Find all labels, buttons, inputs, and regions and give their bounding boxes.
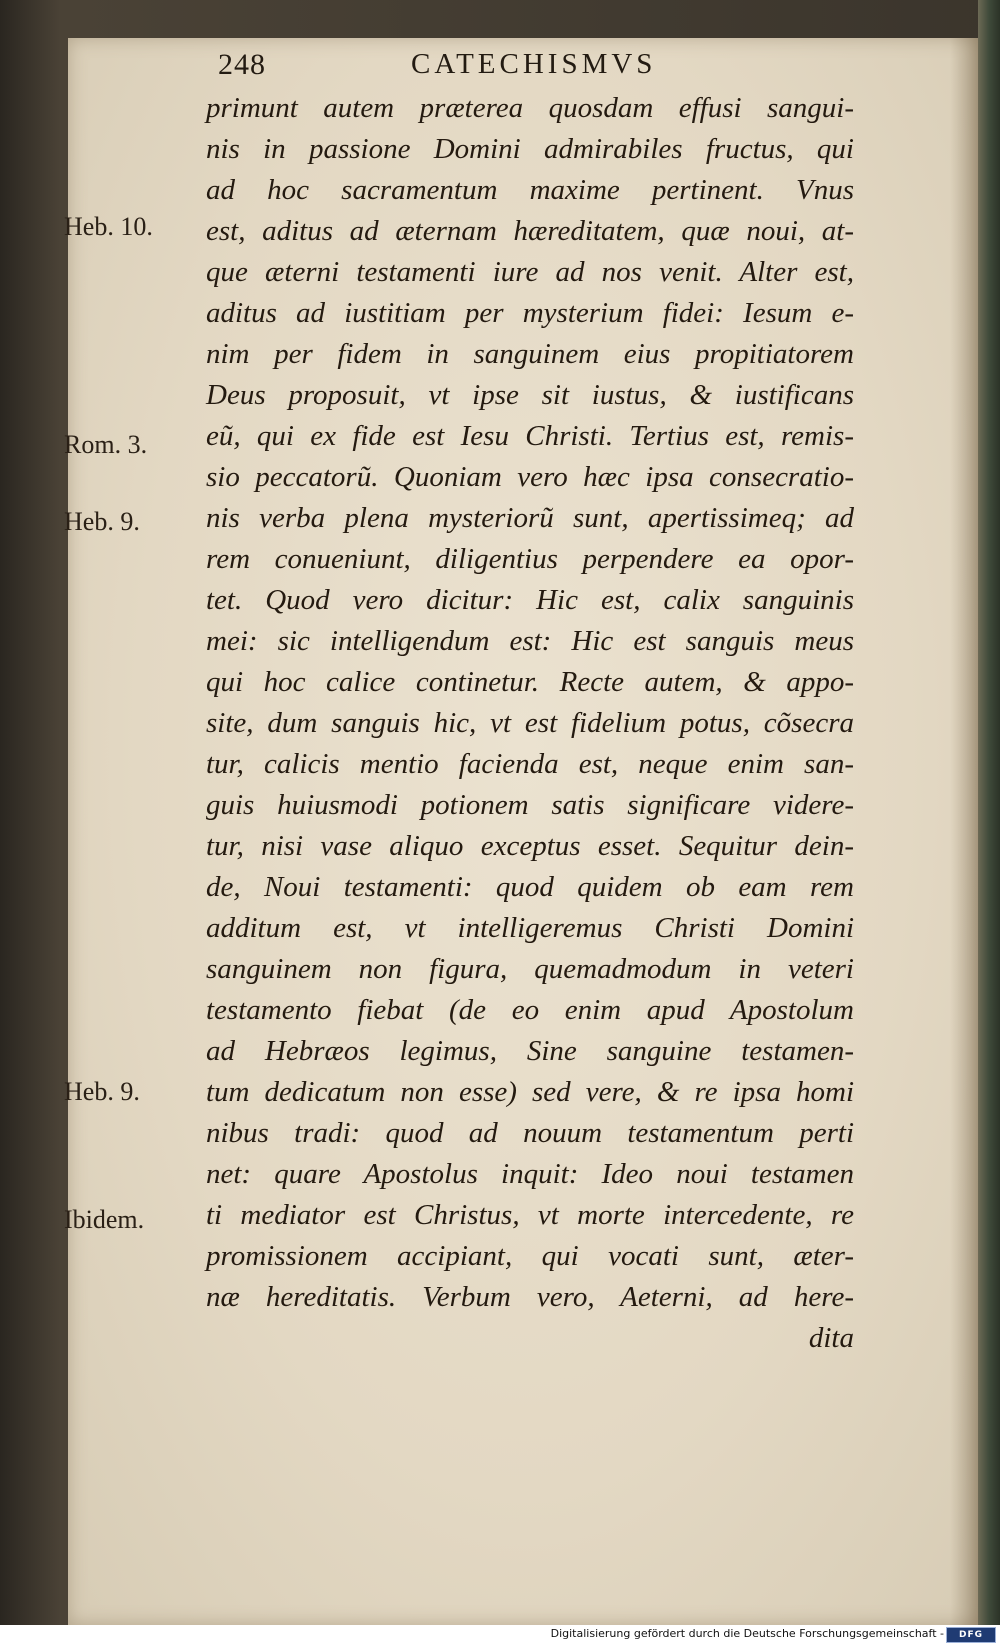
body-text xyxy=(206,88,854,1359)
marginal-note: Heb. 9. xyxy=(64,507,140,536)
text-line: ti mediator est Christus, vt morte intercedente, re xyxy=(206,1199,854,1231)
text-line: eũ, qui ex fide est Iesu Christi. Tertius est, remis- xyxy=(206,420,854,452)
text-line: tet. Quod vero dicitur: Hic est, calix sanguinis xyxy=(206,584,854,616)
book-binding-edge xyxy=(978,0,1000,1625)
text-line: de, Noui testamenti: quod quidem ob eam rem xyxy=(206,871,854,903)
page-shadow xyxy=(950,38,978,1625)
text-line: ad Hebræos legimus, Sine sanguine testamen- xyxy=(206,1035,854,1067)
text-line: nim per fidem in sanguinem eius propitiatorem xyxy=(206,338,854,370)
text-line: tur, nisi vase aliquo exceptus esset. Sequitur dein- xyxy=(206,830,854,862)
text-line: nibus tradi: quod ad nouum testamentum perti xyxy=(206,1117,854,1149)
marginal-note: Rom. 3. xyxy=(64,430,148,459)
text-line: nis in passione Domini admirabiles fructus, qui xyxy=(206,133,854,165)
marginal-note: Ibidem. xyxy=(64,1205,145,1234)
text-line: site, dum sanguis hic, vt est fidelium potus, cõsecra xyxy=(206,707,854,739)
text-line: aditus ad iustitiam per mysterium fidei: Iesum e- xyxy=(206,297,854,329)
dfg-logo-icon: DFG xyxy=(946,1627,996,1643)
text-line: promissionem accipiant, qui vocati sunt, æter- xyxy=(206,1240,854,1272)
text-line: net: quare Apostolus inquit: Ideo noui testamen xyxy=(206,1158,854,1190)
text-line: tum dedicatum non esse) sed vere, & re ipsa homi xyxy=(206,1076,854,1108)
text-line: primunt autem præterea quosdam effusi sangui- xyxy=(206,92,854,124)
page-header xyxy=(218,48,838,88)
text-line: tur, calicis mentio facienda est, neque enim san- xyxy=(206,748,854,780)
marginal-note: Heb. 9. xyxy=(64,1077,140,1106)
text-line: sio peccatorũ. Quoniam vero hæc ipsa consecratio- xyxy=(206,461,854,493)
funding-credit: Digitalisierung gefördert durch die Deutsche Forschungsgemeinschaft - xyxy=(550,1627,944,1640)
text-line: guis huiusmodi potionem satis significare videre- xyxy=(206,789,854,821)
text-line: rem conueniunt, diligentius perpendere ea opor- xyxy=(206,543,854,575)
page-number: 248 xyxy=(218,48,266,81)
text-line: testamento fiebat (de eo enim apud Apostolum xyxy=(206,994,854,1026)
digitization-footer xyxy=(0,1625,1000,1645)
text-line: mei: sic intelligendum est: Hic est sanguis meus xyxy=(206,625,854,657)
text-line: nis verba plena mysteriorũ sunt, apertissimeq; ad xyxy=(206,502,854,534)
text-line: næ hereditatis. Verbum vero, Aeterni, ad here- xyxy=(206,1281,854,1313)
catchword: dita xyxy=(808,1322,854,1354)
text-line: qui hoc calice continetur. Recte autem, & appo- xyxy=(206,666,854,698)
text-line: sanguinem non figura, quemadmodum in veteri xyxy=(206,953,854,985)
text-line: additum est, vt intelligeremus Christi Domini xyxy=(206,912,854,944)
text-line: Deus proposuit, vt ipse sit iustus, & iustificans xyxy=(206,379,854,411)
text-line: ad hoc sacramentum maxime pertinent. Vnus xyxy=(206,174,854,206)
marginal-note: Heb. 10. xyxy=(64,212,153,241)
text-line: que æterni testamenti iure ad nos venit. Alter est, xyxy=(206,256,854,288)
text-line: est, aditus ad æternam hæreditatem, quæ noui, at- xyxy=(206,215,854,247)
running-title: CATECHISMVS xyxy=(411,48,657,80)
